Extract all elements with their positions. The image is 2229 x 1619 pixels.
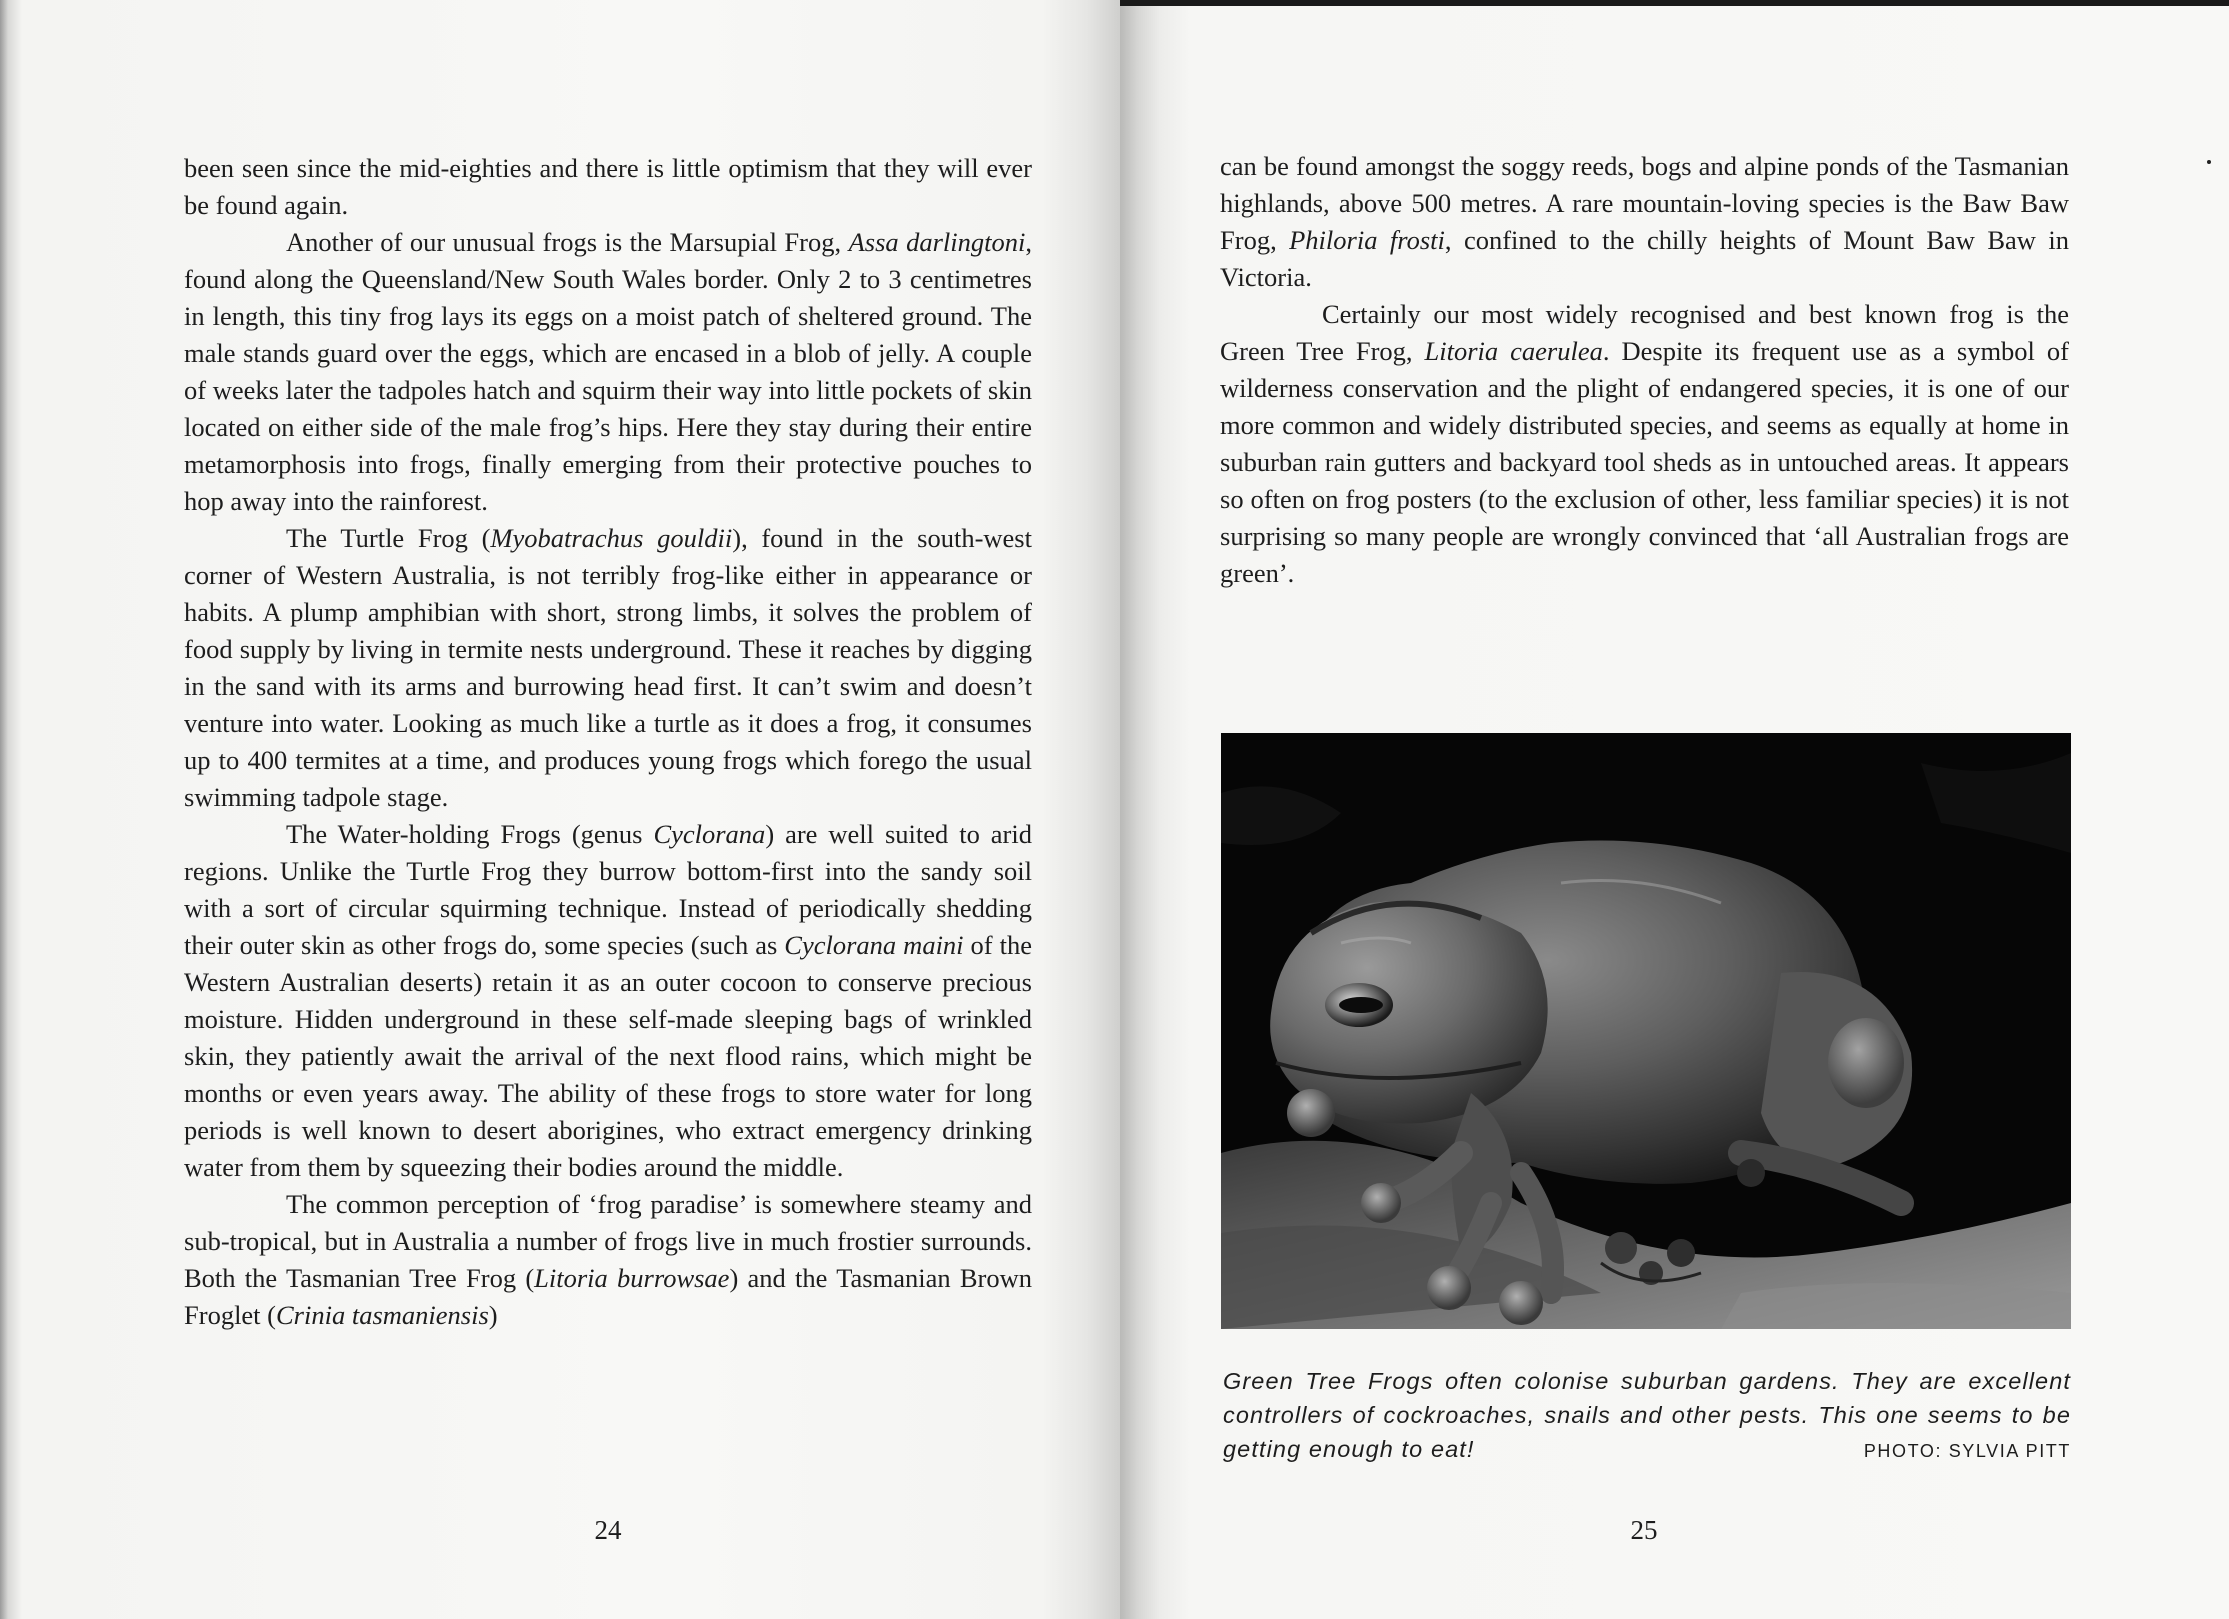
right-paragraph-2: Certainly our most widely recognised and best known frog is the Green Tree Frog, Litoria caerulea. Despite its frequent use as a symbol of wilderness conservation and the plight of endangered species, it is one of our more common and widely distributed species, and seems as equally at home in suburban rain gutters and backyard tool sheds as in untouched areas. It appears so often on frog posters (to the exclusion of other, less familiar species) it is not surprising so many people are wrongly convinced that ‘all Australian frogs are green’. — [1220, 299, 2069, 588]
left-paragraph-2: Another of our unusual frogs is the Marsupial Frog, Assa darlingtoni, found along the Queensland/New South Wales border. Only 2 to 3 centimetres in length, this tiny frog lays its eggs on a moist patch of sheltered ground. The male stands guard over the eggs, which are encased in a blob of jelly. A couple of weeks later the tadpoles hatch and squirm their way into little pockets of skin located on either side of the male frog’s hips. Here they stay during their entire metamorphosis into frogs, finally emerging from their protective pouches to hop away into the rainforest. — [184, 227, 1033, 516]
scientific-name: Cyclorana maini — [784, 930, 964, 960]
scientific-name: Litoria burrowsae — [534, 1263, 730, 1293]
frog-photo-icon — [1221, 733, 2071, 1329]
page-number-left: 24 — [594, 1515, 622, 1545]
scientific-name: Assa darlingtoni — [848, 227, 1026, 257]
left-page-text — [184, 150, 1032, 1334]
left-paragraph-1: been seen since the mid-eighties and there is little optimism that they will ever be found again. — [184, 153, 1032, 220]
photo-credit: PHOTO: SYLVIA PITT — [1863, 1441, 2071, 1461]
print-speck — [2207, 160, 2211, 164]
scientific-name: Crinia tasmaniensis — [276, 1300, 489, 1330]
scientific-name: Philoria frosti — [1289, 225, 1445, 255]
caption-text: Green Tree Frogs often colonise suburban gardens. They are excellent controllers of cockroaches, snails and other pests. This one seems to be getting enough to eat! — [1223, 1368, 2071, 1462]
right-paragraph-1: can be found amongst the soggy reeds, bogs and alpine ponds of the Tasmanian highlands, above 500 metres. A rare mountain-loving species is the Baw Baw Frog, Philoria frosti, confined to the chilly heights of Mount Baw Baw in Victoria. — [1220, 151, 2069, 292]
scientific-name: Cyclorana — [653, 819, 766, 849]
scientific-name: Litoria caerulea — [1424, 336, 1603, 366]
right-page — [1120, 0, 2229, 1619]
page-number-right: 25 — [1630, 1515, 1658, 1545]
scientific-name: Myobatrachus gouldii — [490, 523, 733, 553]
right-page-text — [1220, 148, 2069, 592]
green-tree-frog-photo — [1221, 733, 2071, 1329]
left-paragraph-5: The common perception of ‘frog paradise’ is somewhere steamy and sub-tropical, but in Australia a number of frogs live in much frostier surrounds. Both the Tasmanian Tree Frog (Litoria burrowsae) and the Tasmanian Brown Froglet (Crinia tasmaniensis) — [184, 1189, 1033, 1330]
left-paragraph-4: The Water-holding Frogs (genus Cyclorana) are well suited to arid regions. Unlike the Turtle Frog they burrow bottom-first into the sandy soil with a sort of circular squirming technique. Instead of periodically shedding their outer skin as other frogs do, some species (such as Cyclorana maini of the Western Australian deserts) retain it as an outer cocoon to conserve precious moisture. Hidden underground in these self-made sleeping bags of wrinkled skin, they patiently await the arrival of the next flood rains, which might be months or even years away. The ability of these frogs to store water for long periods is well known to desert aborigines, who extract emergency drinking water from them by squeezing their bodies around the middle. — [184, 819, 1033, 1182]
left-paragraph-3: The Turtle Frog (Myobatrachus gouldii), found in the south-west corner of Western Australia, is not terribly frog-like either in appearance or habits. A plump amphibian with short, strong limbs, it solves the problem of food supply by living in termite nests underground. These it reaches by digging in the sand with its arms and burrowing head first. It can’t swim and doesn’t venture into water. Looking as much like a turtle as it does a frog, it consumes up to 400 termites at a time, and produces young frogs which forego the usual swimming tadpole stage. — [184, 523, 1032, 812]
photo-caption — [1223, 1364, 2071, 1468]
